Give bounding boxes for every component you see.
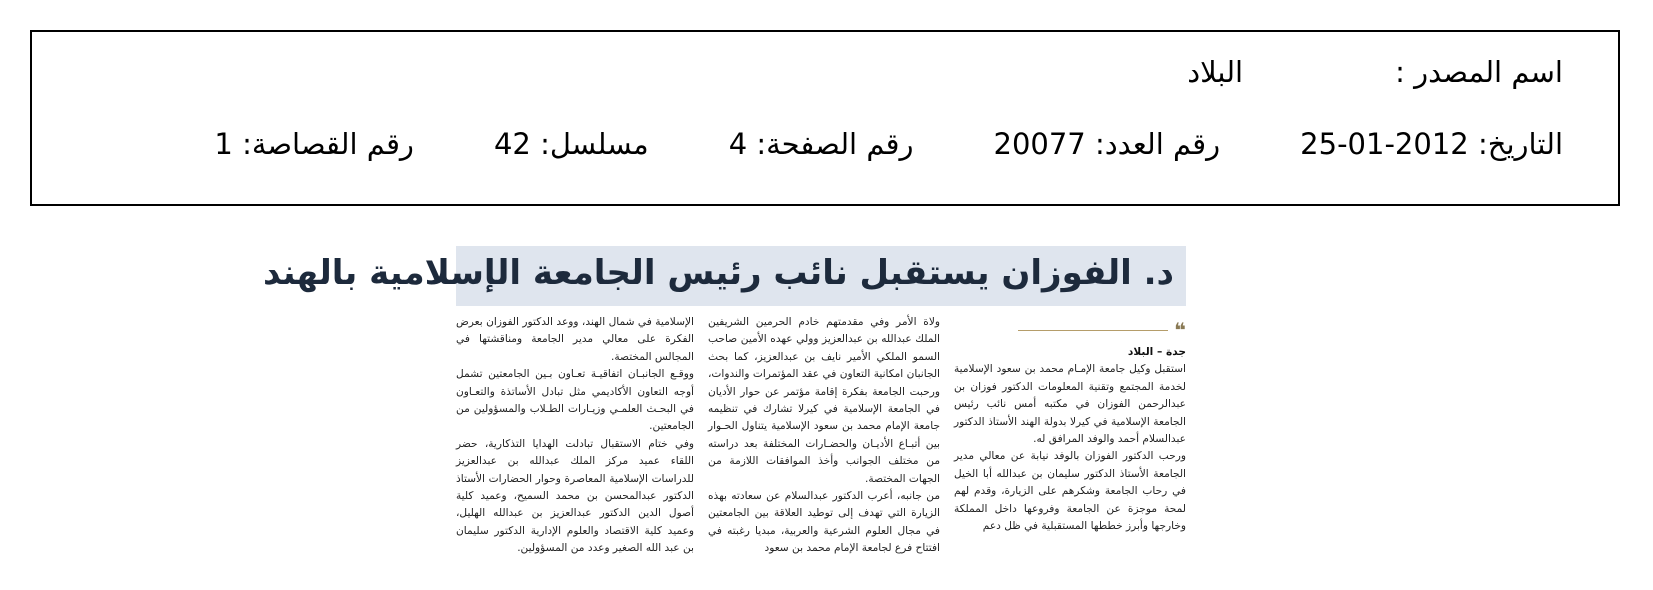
issue-field xyxy=(994,127,1221,161)
source-value: البلاد xyxy=(1187,55,1244,89)
pull-quote-rule xyxy=(954,316,1186,344)
paragraph: ووقـع الجانبـان اتفاقيـة تعـاون بـين الجامعتين تشمل أوجه التعاون الأكاديمي مثل تبادل الأساتذة والتعـاون في البحـث العلمـي وزيـارات الطـلاب والمسؤولين من الجامعتين. xyxy=(456,368,694,433)
page-field xyxy=(729,127,914,161)
page-value: 4 xyxy=(728,127,748,161)
article-column-middle xyxy=(708,314,940,558)
issue-value: 20077 xyxy=(993,127,1086,161)
clip-field xyxy=(214,127,414,161)
issue-label: رقم العدد: xyxy=(1094,127,1221,161)
quote-divider xyxy=(1018,330,1168,331)
serial-value: 42 xyxy=(493,127,531,161)
article-column-left xyxy=(456,314,694,558)
clip-label: رقم القصاصة: xyxy=(242,127,414,161)
source-info-box xyxy=(30,30,1620,206)
article-dateline: جدة – البلاد xyxy=(1127,346,1186,358)
meta-row xyxy=(214,127,1563,161)
paragraph: ورحب الدكتور الفوزان بالوفد نيابة عن معالي مدير الجامعة الأستاذ الدكتور سليمان بن عبدالله أبا الخيل في رحاب الجامعة وشكرهم على الزيارة، وقدم لهم لمحة موجزة عن الجامعة وفروعها داخل المملكة وخارجها وأبرز خططها المستقبلية في ظل دعم xyxy=(954,450,1186,533)
paragraph: الإسلامية في شمال الهند، ووعد الدكتور الفوزان بعرض الفكرة على معالي مدير الجامعة ومناقشتها في المجالس المختصة. xyxy=(456,316,694,363)
article-headline: د. الفوزان يستقبل نائب رئيس الجامعة الإسلامية بالهند xyxy=(263,253,1174,293)
quote-icon: ❝ xyxy=(1174,318,1186,342)
source-label: اسم المصدر : xyxy=(1395,55,1563,89)
source-row xyxy=(1187,55,1563,89)
article-column-right xyxy=(954,314,1186,535)
paragraph: من جانبه، أعرب الدكتور عبدالسلام عن سعادته بهذه الزيارة التي تهدف إلى توطيد العلاقة بين الجامعتين في مجال العلوم الشرعية والعربية، مبديا رغبته في افتتاح فرع لجامعة الإمام محمد بن سعود xyxy=(708,490,940,555)
paragraph: وفي ختام الاستقبال تبادلت الهدايا التذكارية، حضر اللقاء عميد مركز الملك عبدالله بن عبدالعزيز للدراسات الإسلامية المعاصرة وحوار الحضارات الأستاذ الدكتور عبدالمحسن بن محمد السميح، وعميد كلية أصول الدين الدكتور عبدالعزيز بن عبدالله الهليل، وعميد كلية الاقتصاد والعلوم الإدارية الدكتور سليمان بن عبد الله الصغير وعدد من المسؤولين. xyxy=(456,437,694,555)
paragraph: استقبل وكيل جامعة الإمـام محمد بن سعود الإسلامية لخدمة المجتمع وتقنية المعلومات الدكتور فوزان بن عبدالرحمن الفوزان في مكتبه أمس نائب رئيس الجامعة الإسلامية في كيرلا بدولة الهند الأستاذ الدكتور عبدالسلام أحمد والوفد المرافق له. xyxy=(954,363,1186,446)
clip-value: 1 xyxy=(214,127,233,161)
paragraph: ولاة الأمر وفي مقدمتهم خادم الحرمين الشريفين الملك عبدالله بن عبدالعزيز وولي عهده الأمين صاحب السمو الملكي الأمير نايف بن عبدالعزيز، كما بحث الجانبان امكانية التعاون في عقد المؤتمرات والندوات، ورحبت الجامعة بفكرة إقامة مؤتمر عن حوار الأديان في الجامعة الإسلامية في كيرلا تشارك في تنظيمه جامعة الإمام محمد بن سعود الإسلامية يتناول الحـوار بين أتبـاع الأديـان والحضـارات المختلفة بعد دراسته من مختلف الجوانب وأخذ الموافقات اللازمة من الجهات المختصة. xyxy=(708,316,940,485)
date-value: 2012-01-25 xyxy=(1300,127,1469,161)
serial-field xyxy=(494,127,649,161)
date-field xyxy=(1300,127,1563,161)
headline-bar xyxy=(263,246,1186,306)
page-label: رقم الصفحة: xyxy=(756,127,914,161)
serial-label: مسلسل: xyxy=(540,127,649,161)
newspaper-clipping xyxy=(263,246,1186,590)
date-label: التاريخ: xyxy=(1477,127,1563,161)
